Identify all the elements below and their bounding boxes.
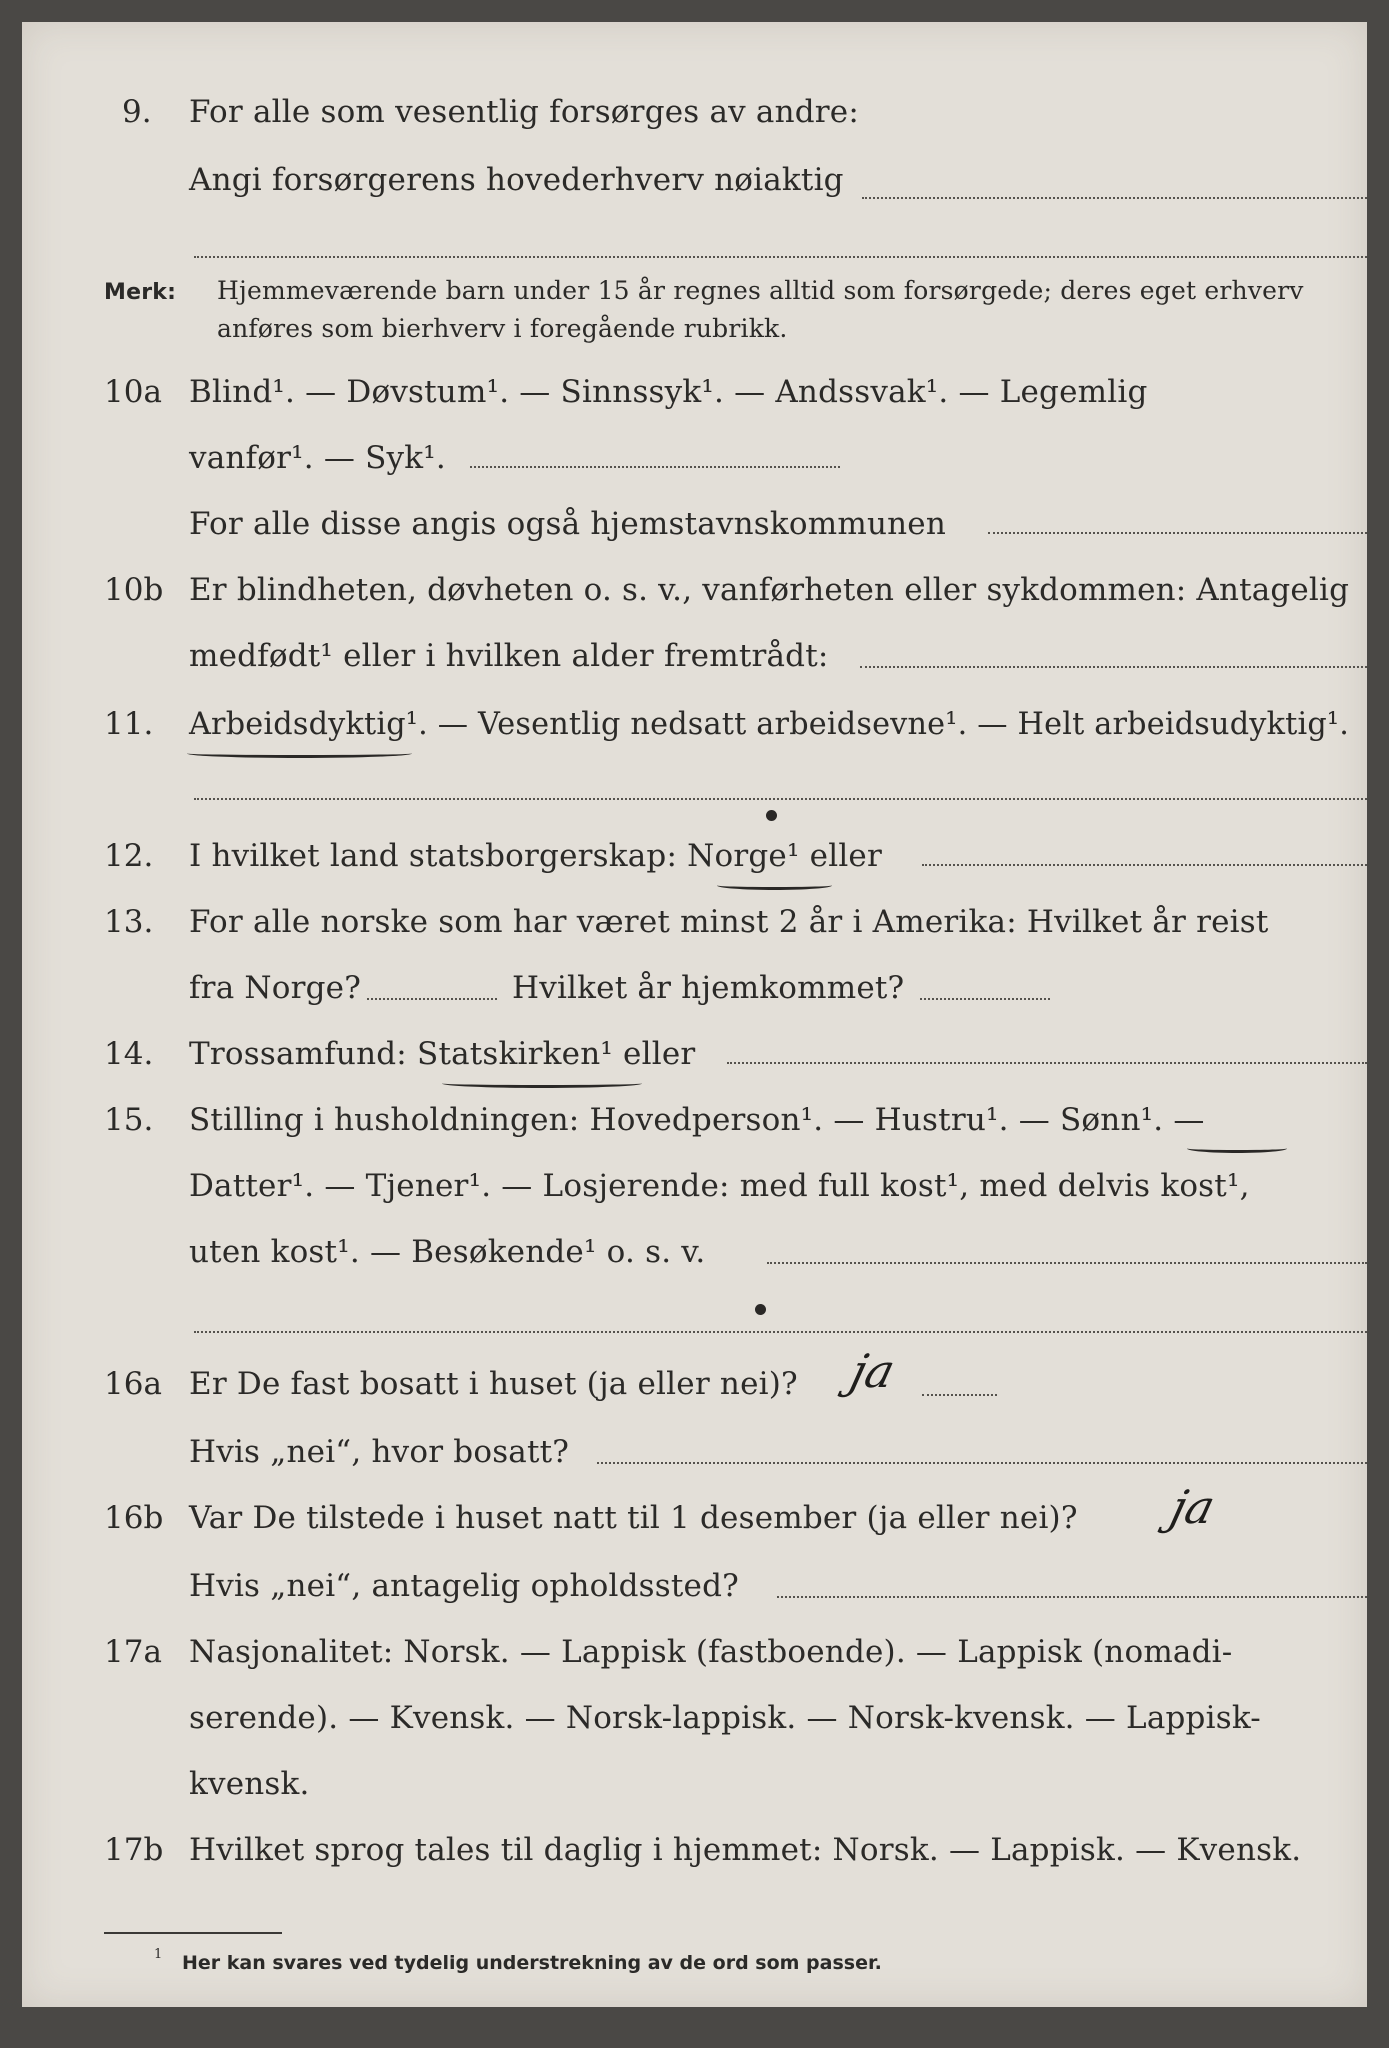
q16a-line2: Hvis „nei“, hvor bosatt? bbox=[189, 1434, 570, 1470]
q13-year-returned-line[interactable] bbox=[920, 998, 1050, 1000]
q9-answer-line[interactable] bbox=[862, 197, 1367, 199]
q10b-line2: medfødt¹ eller i hvilken alder fremtrådt: bbox=[189, 638, 829, 674]
q17a-line1: Nasjonalitet: Norsk. — Lappisk (fastboende). — Lappisk (nomadi- bbox=[189, 1634, 1233, 1670]
q15-line1: Stilling i husholdningen: Hovedperson¹. — Hustru¹. — Sønn¹. — bbox=[189, 1102, 1205, 1138]
q10a-answer-line[interactable] bbox=[470, 466, 840, 468]
q9-line2: Angi forsørgerens hovederhverv nøiaktig bbox=[189, 162, 844, 198]
q17b-number: 17b bbox=[104, 1832, 164, 1868]
q11-line1: Arbeidsdyktig¹. — Vesentlig nedsatt arbeidsevne¹. — Helt arbeidsudyktig¹. bbox=[189, 706, 1350, 742]
q10b-answer-line[interactable] bbox=[860, 666, 1367, 668]
q9-answer-line-2[interactable] bbox=[194, 256, 1367, 258]
q13-line2a: fra Norge? bbox=[189, 970, 362, 1006]
q10a-line1: Blind¹. — Døvstum¹. — Sinnssyk¹. — Andssvak¹. — Legemlig bbox=[189, 374, 1148, 410]
q16a-answer-line[interactable] bbox=[922, 1394, 997, 1396]
q17a-line2: serende). — Kvensk. — Norsk-lappisk. — Norsk-kvensk. — Lappisk- bbox=[189, 1700, 1261, 1736]
merk-line1: Hjemmeværende barn under 15 år regnes alltid som forsørgede; deres eget erhverv bbox=[217, 276, 1304, 305]
q11-separator bbox=[194, 798, 1367, 800]
q16a-line1: Er De fast bosatt i huset (ja eller nei)? bbox=[189, 1366, 798, 1402]
q13-line2b: Hvilket år hjemkommet? bbox=[512, 970, 905, 1006]
ink-dot bbox=[755, 1304, 766, 1315]
q9-line1: For alle som vesentlig forsørges av andre: bbox=[189, 94, 859, 130]
q16b-number: 16b bbox=[104, 1500, 164, 1536]
q16b-line1: Var De tilstede i huset natt til 1 desember (ja eller nei)? bbox=[189, 1500, 1078, 1536]
q10a-number: 10a bbox=[104, 374, 162, 410]
q14-line1: Trossamfund: Statskirken¹ eller bbox=[189, 1036, 696, 1072]
q9-number: 9. bbox=[122, 94, 152, 130]
footnote-text: Her kan svares ved tydelig understrekning av de ord som passer. bbox=[182, 1952, 882, 1974]
q15-separator bbox=[194, 1331, 1367, 1333]
q12-underline-mark bbox=[717, 881, 832, 890]
q15-line3: uten kost¹. — Besøkende¹ o. s. v. bbox=[189, 1234, 706, 1270]
q10a-hjemstavn-line[interactable] bbox=[988, 532, 1367, 534]
q15-number: 15. bbox=[104, 1102, 154, 1138]
q16b-where-line[interactable] bbox=[777, 1596, 1367, 1598]
census-form-page bbox=[22, 22, 1367, 2007]
q11-number: 11. bbox=[104, 706, 154, 742]
q16b-answer[interactable]: ja bbox=[1165, 1480, 1221, 1534]
q12-answer-line[interactable] bbox=[922, 864, 1367, 866]
q10b-number: 10b bbox=[104, 572, 164, 608]
q10b-line1: Er blindheten, døvheten o. s. v., vanførheten eller sykdommen: Antagelig bbox=[189, 572, 1350, 608]
q10a-line3: For alle disse angis også hjemstavnskommunen bbox=[189, 506, 946, 542]
q17a-line3: kvensk. bbox=[189, 1766, 310, 1802]
ink-dot bbox=[766, 810, 777, 821]
q17a-number: 17a bbox=[104, 1634, 162, 1670]
q12-line1: I hvilket land statsborgerskap: Norge¹ eller bbox=[189, 838, 882, 874]
q16b-line2: Hvis „nei“, antagelig opholdssted? bbox=[189, 1568, 739, 1604]
q14-number: 14. bbox=[104, 1036, 154, 1072]
q11-underline-mark bbox=[187, 749, 412, 758]
q13-line1: For alle norske som har været minst 2 år i Amerika: Hvilket år reist bbox=[189, 904, 1269, 940]
merk-line2: anføres som bierhverv i foregående rubrikk. bbox=[217, 314, 788, 343]
q13-year-left-line[interactable] bbox=[367, 998, 497, 1000]
q10a-line2: vanfør¹. — Syk¹. bbox=[189, 440, 446, 476]
q16a-number: 16a bbox=[104, 1366, 162, 1402]
q16a-answer[interactable]: ja bbox=[845, 1344, 901, 1398]
q12-number: 12. bbox=[104, 838, 154, 874]
q15-underline-mark bbox=[1187, 1144, 1287, 1153]
merk-label: Merk: bbox=[104, 280, 177, 305]
footnote-rule bbox=[104, 1932, 282, 1934]
q14-underline-mark bbox=[442, 1079, 642, 1088]
q15-answer-line[interactable] bbox=[767, 1262, 1367, 1264]
q16a-where-line[interactable] bbox=[597, 1462, 1367, 1464]
q13-number: 13. bbox=[104, 904, 154, 940]
footnote-mark: 1 bbox=[154, 1947, 163, 1962]
q14-answer-line[interactable] bbox=[727, 1062, 1367, 1064]
q17b-line1: Hvilket sprog tales til daglig i hjemmet: Norsk. — Lappisk. — Kvensk. bbox=[189, 1832, 1302, 1868]
q15-line2: Datter¹. — Tjener¹. — Losjerende: med full kost¹, med delvis kost¹, bbox=[189, 1168, 1250, 1204]
